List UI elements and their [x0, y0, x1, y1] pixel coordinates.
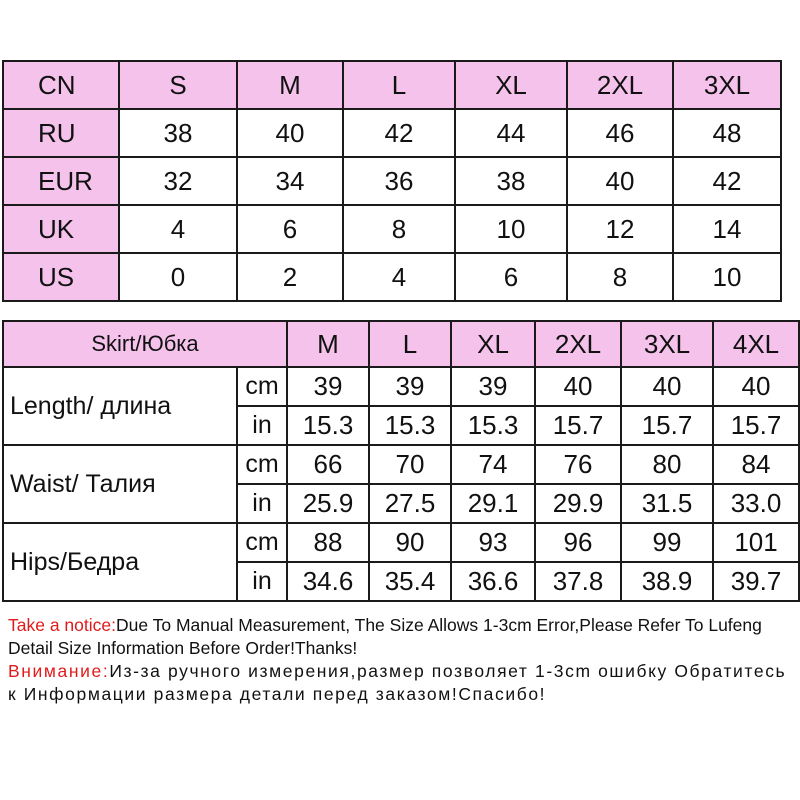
- size-value-cell: 4: [119, 205, 237, 253]
- measure-name: Hips/Бедра: [3, 523, 237, 601]
- size-value-cell: 8: [567, 253, 673, 301]
- measure-value-cell: 29.1: [451, 484, 535, 523]
- measure-value-cell: 84: [713, 445, 799, 484]
- skirt-size-header: 4XL: [713, 321, 799, 367]
- size-value-cell: 12: [567, 205, 673, 253]
- measure-value-cell: 15.7: [535, 406, 621, 445]
- measure-value-cell: 39: [287, 367, 369, 406]
- size-value-cell: 48: [673, 109, 781, 157]
- size-value-cell: 40: [567, 157, 673, 205]
- skirt-size-header: XL: [451, 321, 535, 367]
- measure-value-cell: 15.3: [287, 406, 369, 445]
- size-system-label: US: [3, 253, 119, 301]
- size-value-cell: 10: [673, 253, 781, 301]
- unit-label: in: [237, 406, 287, 445]
- measure-row-cm: [3, 523, 799, 562]
- measure-value-cell: 74: [451, 445, 535, 484]
- measure-value-cell: 36.6: [451, 562, 535, 601]
- notice-text-ru: Из-за ручного измерения,размер позволяет 1-3cm ошибку Обратитесь к Информации размера детали перед заказом!Спасибо!: [8, 661, 787, 704]
- measure-value-cell: 35.4: [369, 562, 451, 601]
- measure-value-cell: 15.7: [621, 406, 713, 445]
- measure-value-cell: 15.7: [713, 406, 799, 445]
- measure-value-cell: 93: [451, 523, 535, 562]
- size-value-cell: 3XL: [673, 61, 781, 109]
- measure-row-cm: [3, 367, 799, 406]
- size-row: [3, 253, 781, 301]
- unit-label: in: [237, 484, 287, 523]
- measure-value-cell: 39: [451, 367, 535, 406]
- size-value-cell: 8: [343, 205, 455, 253]
- size-system-label: CN: [3, 61, 119, 109]
- measure-value-cell: 40: [621, 367, 713, 406]
- measure-value-cell: 40: [713, 367, 799, 406]
- size-value-cell: 38: [119, 109, 237, 157]
- unit-label: in: [237, 562, 287, 601]
- size-value-cell: L: [343, 61, 455, 109]
- measure-value-cell: 37.8: [535, 562, 621, 601]
- notice-text: [8, 614, 793, 706]
- measure-value-cell: 90: [369, 523, 451, 562]
- size-value-cell: XL: [455, 61, 567, 109]
- skirt-title: Skirt/Юбка: [3, 321, 287, 367]
- size-conversion-table: [2, 60, 782, 302]
- skirt-measurement-table: [2, 320, 800, 602]
- measure-name: Length/ длина: [3, 367, 237, 445]
- size-system-label: UK: [3, 205, 119, 253]
- size-value-cell: 6: [455, 253, 567, 301]
- skirt-size-header: M: [287, 321, 369, 367]
- measure-value-cell: 96: [535, 523, 621, 562]
- size-system-label: EUR: [3, 157, 119, 205]
- size-value-cell: 40: [237, 109, 343, 157]
- size-value-cell: 46: [567, 109, 673, 157]
- measure-value-cell: 39.7: [713, 562, 799, 601]
- measure-value-cell: 15.3: [369, 406, 451, 445]
- size-value-cell: 36: [343, 157, 455, 205]
- measure-value-cell: 15.3: [451, 406, 535, 445]
- skirt-size-header: L: [369, 321, 451, 367]
- size-value-cell: M: [237, 61, 343, 109]
- size-value-cell: 4: [343, 253, 455, 301]
- measure-value-cell: 66: [287, 445, 369, 484]
- measure-value-cell: 80: [621, 445, 713, 484]
- size-row: [3, 109, 781, 157]
- measure-value-cell: 101: [713, 523, 799, 562]
- size-value-cell: 32: [119, 157, 237, 205]
- measure-value-cell: 34.6: [287, 562, 369, 601]
- measure-value-cell: 31.5: [621, 484, 713, 523]
- measure-value-cell: 99: [621, 523, 713, 562]
- size-value-cell: 0: [119, 253, 237, 301]
- size-value-cell: 6: [237, 205, 343, 253]
- measure-value-cell: 27.5: [369, 484, 451, 523]
- measure-name: Waist/ Талия: [3, 445, 237, 523]
- size-value-cell: S: [119, 61, 237, 109]
- size-value-cell: 42: [673, 157, 781, 205]
- unit-label: cm: [237, 523, 287, 562]
- skirt-size-header: 3XL: [621, 321, 713, 367]
- measure-value-cell: 88: [287, 523, 369, 562]
- size-value-cell: 2: [237, 253, 343, 301]
- measure-value-cell: 39: [369, 367, 451, 406]
- skirt-size-header: 2XL: [535, 321, 621, 367]
- unit-label: cm: [237, 367, 287, 406]
- measure-value-cell: 38.9: [621, 562, 713, 601]
- size-value-cell: 44: [455, 109, 567, 157]
- size-system-label: RU: [3, 109, 119, 157]
- measure-value-cell: 70: [369, 445, 451, 484]
- size-value-cell: 2XL: [567, 61, 673, 109]
- size-value-cell: 38: [455, 157, 567, 205]
- notice-label-ru: Внимание:: [8, 661, 110, 681]
- size-row: [3, 61, 781, 109]
- measure-value-cell: 40: [535, 367, 621, 406]
- measure-value-cell: 33.0: [713, 484, 799, 523]
- size-row: [3, 205, 781, 253]
- skirt-header-row: [3, 321, 799, 367]
- size-value-cell: 34: [237, 157, 343, 205]
- size-row: [3, 157, 781, 205]
- measure-value-cell: 29.9: [535, 484, 621, 523]
- size-value-cell: 42: [343, 109, 455, 157]
- measure-value-cell: 76: [535, 445, 621, 484]
- unit-label: cm: [237, 445, 287, 484]
- notice-label-en: Take a notice:: [8, 615, 116, 635]
- measure-value-cell: 25.9: [287, 484, 369, 523]
- size-value-cell: 14: [673, 205, 781, 253]
- size-value-cell: 10: [455, 205, 567, 253]
- measure-row-cm: [3, 445, 799, 484]
- notice-text-en: Due To Manual Measurement, The Size Allows 1-3cm Error,Please Refer To Lufeng Detail Size Information Before Order!Thanks!: [8, 615, 762, 658]
